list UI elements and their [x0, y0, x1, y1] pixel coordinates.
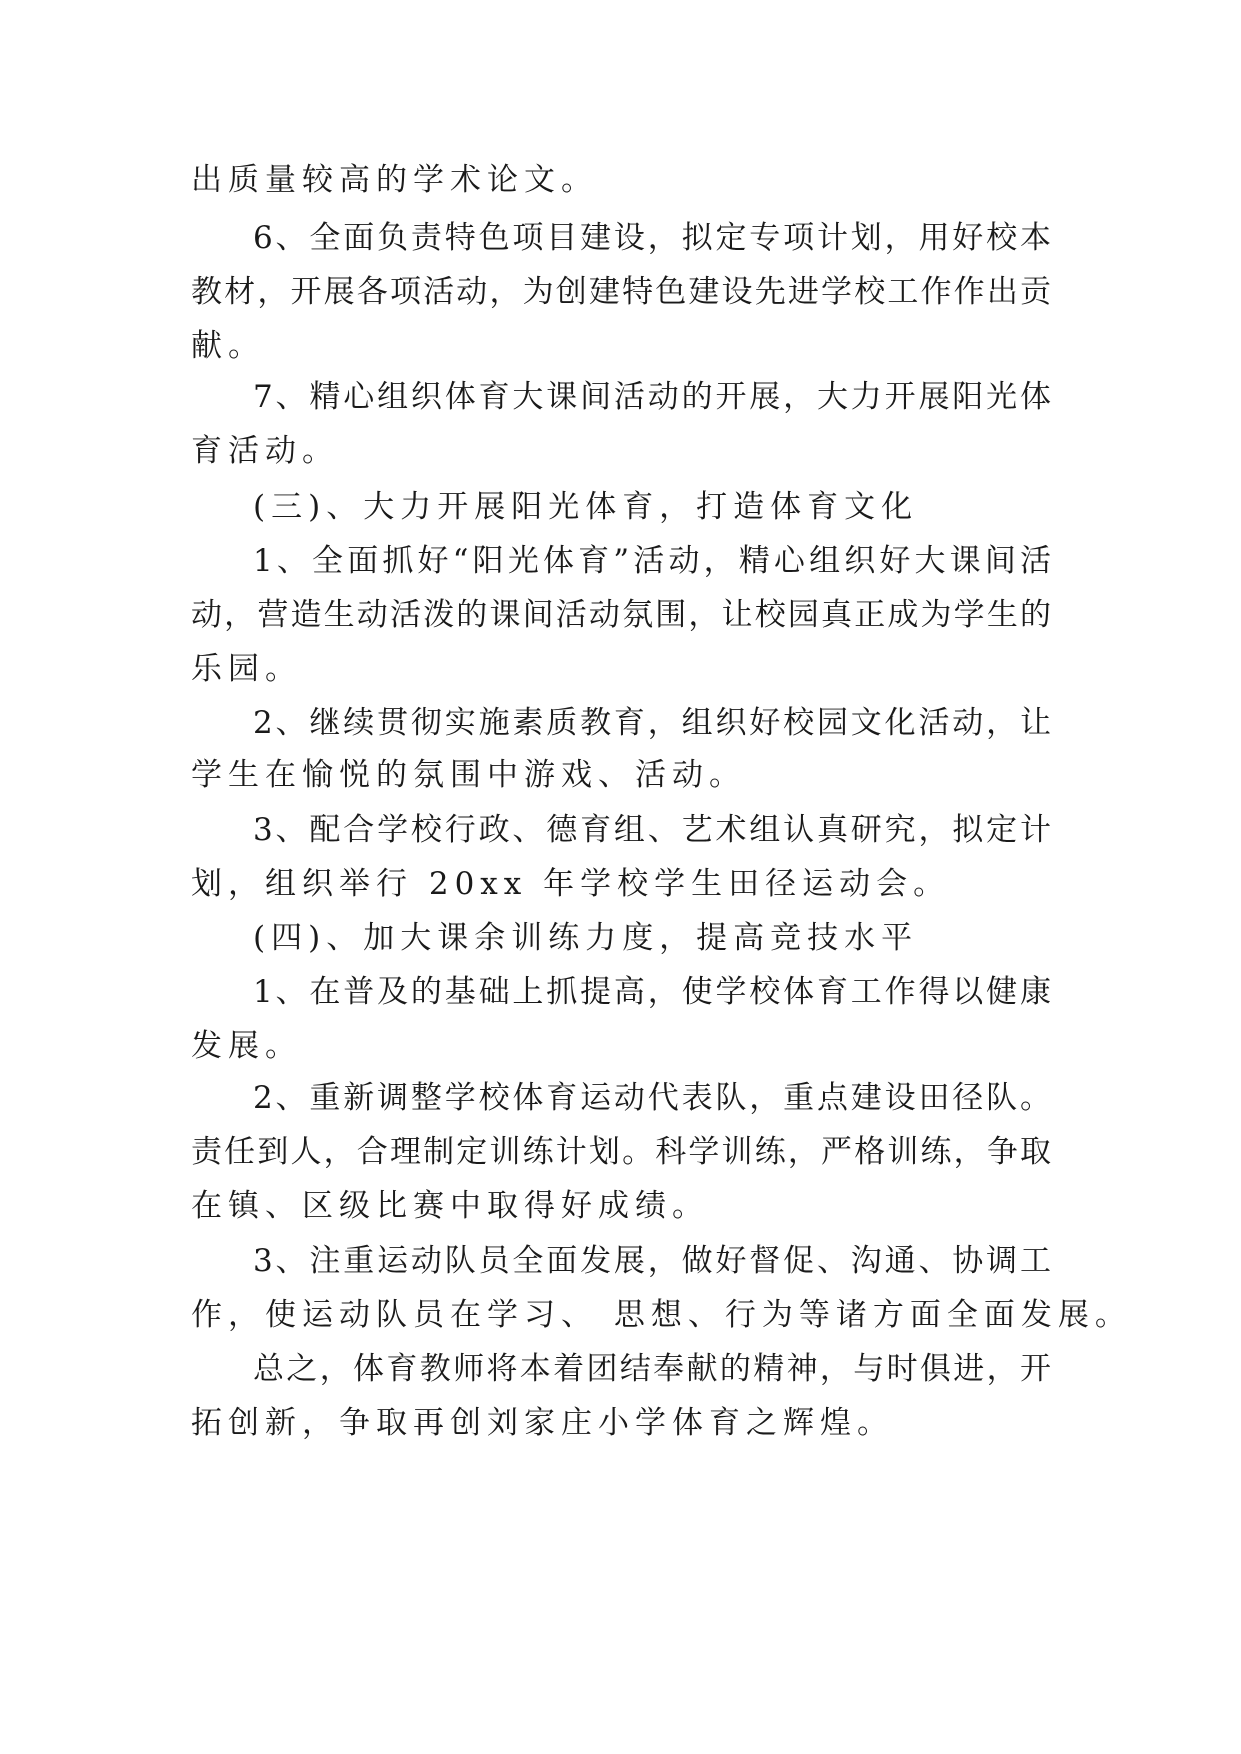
text-line: 在镇、区级比赛中取得好成绩。: [191, 1188, 709, 1224]
text-line: 2、重新调整学校体育运动代表队，重点建设田径队。: [253, 1080, 1051, 1116]
text-line: 7、精心组织体育大课间活动的开展，大力开展阳光体: [253, 379, 1051, 415]
text-line: 6、全面负责特色项目建设，拟定专项计划，用好校本: [253, 220, 1051, 256]
text-line: 发展。: [191, 1028, 302, 1064]
text-line: 出质量较高的学术论文。: [191, 162, 598, 198]
text-line: 3、配合学校行政、德育组、艺术组认真研究，拟定计: [253, 812, 1051, 848]
text-line: 育活动。: [191, 433, 339, 469]
section-heading: (四)、加大课余训练力度，提高竞技水平: [253, 920, 919, 956]
text-line: 动，营造生动活泼的课间活动氛围，让校园真正成为学生的: [191, 597, 1051, 633]
text-line: 划，组织举行 20xx 年学校学生田径运动会。: [191, 866, 951, 902]
text-line: 总之，体育教师将本着团结奉献的精神，与时俱进，开: [253, 1351, 1051, 1387]
text-line: 作，使运动队员在学习、 思想、行为等诸方面全面发展。: [191, 1297, 1132, 1333]
text-line: 2、继续贯彻实施素质教育，组织好校园文化活动，让: [253, 705, 1051, 741]
section-heading: (三)、大力开展阳光体育，打造体育文化: [253, 489, 919, 525]
text-line: 教材，开展各项活动，为创建特色建设先进学校工作作出贡: [191, 274, 1051, 310]
text-line: 3、注重运动队员全面发展，做好督促、沟通、协调工: [253, 1243, 1051, 1279]
text-line: 1、在普及的基础上抓提高，使学校体育工作得以健康: [253, 974, 1051, 1010]
text-line: 献。: [191, 328, 265, 364]
text-line: 1、全面抓好“阳光体育”活动，精心组织好大课间活: [253, 543, 1051, 579]
text-line: 拓创新，争取再创刘家庄小学体育之辉煌。: [191, 1405, 894, 1441]
text-line: 责任到人，合理制定训练计划。科学训练，严格训练，争取: [191, 1134, 1051, 1170]
text-line: 学生在愉悦的氛围中游戏、活动。: [191, 757, 746, 793]
text-line: 乐园。: [191, 651, 302, 687]
